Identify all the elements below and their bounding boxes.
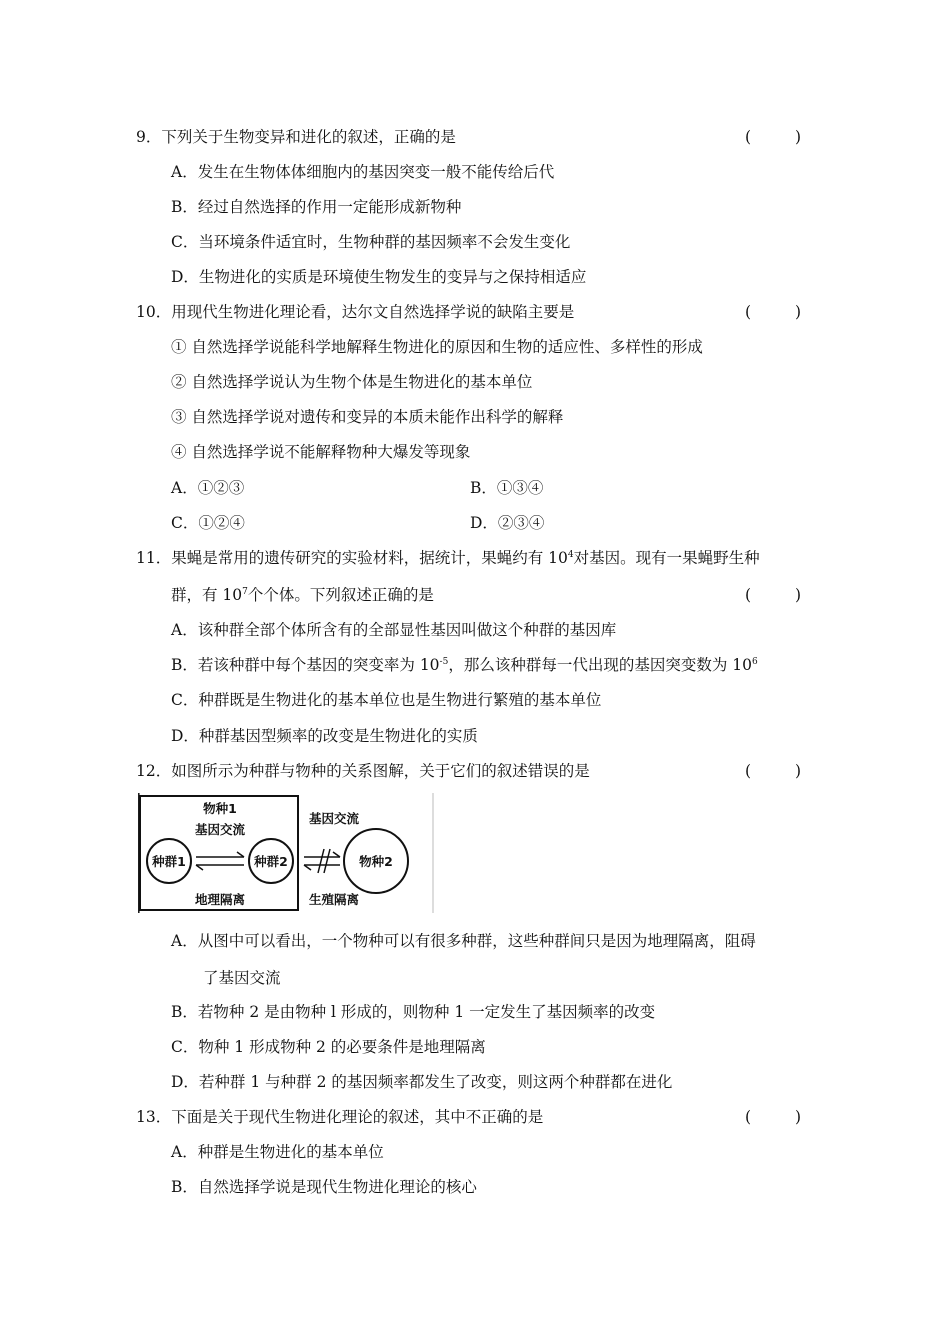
q12-option-b: B．若物种 2 是由物种 l 形成的，则物种 1 一定发生了基因频率的改变 xyxy=(171,1003,656,1021)
q10-option-b: B．①③④ xyxy=(470,479,544,497)
q10-statement-2: ② 自然选择学说认为生物个体是生物进化的基本单位 xyxy=(171,373,533,391)
blocked-arrow-icon xyxy=(304,849,340,873)
label-population2: 种群2 xyxy=(254,854,288,869)
q13-stem: 13．下面是关于现代生物进化理论的叙述，其中不正确的是 xyxy=(136,1108,544,1126)
q13-option-a: A．种群是生物进化的基本单位 xyxy=(171,1143,384,1161)
q9-option-a: A．发生在生物体体细胞内的基因突变一般不能传给后代 xyxy=(171,163,555,181)
q10-stem: 10．用现代生物进化理论看，达尔文自然选择学说的缺陷主要是 xyxy=(136,303,575,321)
paren-left: ( xyxy=(745,303,752,321)
paren-left: ( xyxy=(745,762,752,780)
q11-option-a: A．该种群全部个体所含有的全部显性基因叫做这个种群的基因库 xyxy=(171,621,617,639)
q10-statement-3: ③ 自然选择学说对遗传和变异的本质未能作出科学的解释 xyxy=(171,408,564,426)
label-gene-flow-2: 基因交流 xyxy=(308,811,360,826)
q9-option-b: B．经过自然选择的作用一定能形成新物种 xyxy=(171,198,462,216)
paren-left: ( xyxy=(745,128,752,146)
q11-option-b: B．若该种群中每个基因的突变率为 $10^{-5}$，那么该种群每一代出现的基因突变数为 $10^6$ xyxy=(171,656,758,674)
q9-stem: 9．下列关于生物变异和进化的叙述，正确的是 xyxy=(136,128,456,146)
q11-exponent-4: 4 xyxy=(567,550,574,560)
q9-option-c: C．当环境条件适宜时，生物种群的基因频率不会发生变化 xyxy=(171,233,571,251)
q13-option-b: B．自然选择学说是现代生物进化理论的核心 xyxy=(171,1178,477,1196)
label-species1: 物种1 xyxy=(203,801,237,816)
q10-option-d: D．②③④ xyxy=(470,514,545,532)
q11-stem-line2: 群，有 $10^7$个个体。下列叙述正确的是 xyxy=(171,586,434,604)
q10-statement-4: ④ 自然选择学说不能解释物种大爆发等现象 xyxy=(171,443,471,461)
q11-exponent-7: 7 xyxy=(242,587,248,597)
label-species2: 物种2 xyxy=(359,854,393,869)
q9-option-d: D．生物进化的实质是环境使生物发生的变异与之保持相适应 xyxy=(171,268,587,286)
q10-option-a: A．①②③ xyxy=(171,479,245,497)
q12-stem: 12．如图所示为种群与物种的关系图解，关于它们的叙述错误的是 xyxy=(136,762,590,780)
q12-option-c: C．物种 1 形成物种 2 的必要条件是地理隔离 xyxy=(171,1038,486,1056)
q12-option-a-line2: 了基因交流 xyxy=(203,969,281,987)
paren-right: ) xyxy=(794,1108,801,1126)
label-reproductive-isolation: 生殖隔离 xyxy=(308,892,360,907)
q11-option-c: C．种群既是生物进化的基本单位也是生物进行繁殖的基本单位 xyxy=(171,691,602,709)
paren-right: ) xyxy=(794,128,801,146)
q12-option-a-line1: A．从图中可以看出，一个物种可以有很多种群，这些种群间只是因为地理隔离，阻碍 xyxy=(171,932,756,950)
population-species-diagram xyxy=(138,793,434,913)
paren-left: ( xyxy=(745,1108,752,1126)
q11-option-d: D．种群基因型频率的改变是生物进化的实质 xyxy=(171,727,478,745)
label-population1: 种群1 xyxy=(152,854,186,869)
q10-statement-1: ① 自然选择学说能科学地解释生物进化的原因和生物的适应性、多样性的形成 xyxy=(171,338,703,356)
paren-left: ( xyxy=(745,586,752,604)
q12-option-d: D．若种群 1 与种群 2 的基因频率都发生了改变，则这两个种群都在进化 xyxy=(171,1073,673,1091)
paren-right: ) xyxy=(794,303,801,321)
q11-stem-line1: 11．果蝇是常用的遗传研究的实验材料，据统计，果蝇约有 $10^4$对基因。现有一果蝇野生种 xyxy=(136,549,760,567)
label-geographic-isolation: 地理隔离 xyxy=(194,892,246,907)
reversible-arrow-icon xyxy=(196,852,244,870)
label-gene-flow-1: 基因交流 xyxy=(194,822,246,837)
q10-option-c: C．①②④ xyxy=(171,514,245,532)
paren-right: ) xyxy=(794,762,801,780)
paren-right: ) xyxy=(794,586,801,604)
